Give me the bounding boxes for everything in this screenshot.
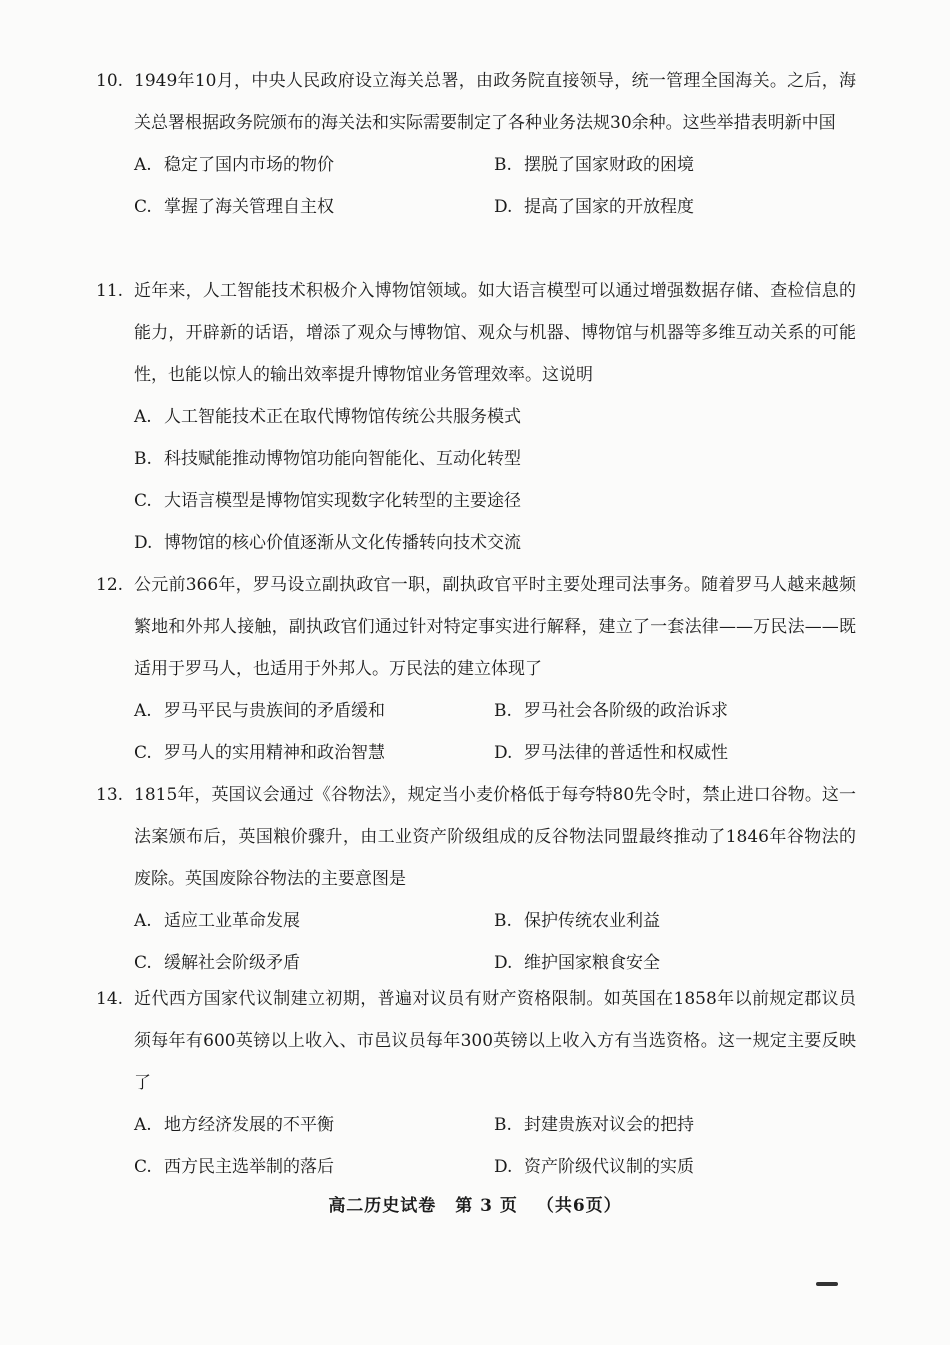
option-b[interactable]: B. 科技赋能推动博物馆功能向智能化、互动化转型 (134, 449, 521, 469)
option-d[interactable]: D. 罗马法律的普适性和权威性 (494, 743, 728, 763)
question-stem (96, 774, 856, 900)
footer-total: （共6页） (536, 1196, 622, 1216)
option-a[interactable]: A. 地方经济发展的不平衡 (134, 1115, 334, 1135)
option-b[interactable]: B. 摆脱了国家财政的困境 (494, 155, 694, 175)
question-10 (96, 60, 856, 228)
question-number: 14. (96, 989, 124, 1009)
option-c[interactable]: C. 西方民主选举制的落后 (134, 1157, 334, 1177)
option-c[interactable]: C. 掌握了海关管理自主权 (134, 197, 334, 217)
options (96, 144, 856, 228)
option-a[interactable]: A. 适应工业革命发展 (134, 911, 300, 931)
question-number: 11. (96, 281, 124, 301)
option-c[interactable]: C. 罗马人的实用精神和政治智慧 (134, 743, 385, 763)
option-b[interactable]: B. 封建贵族对议会的把持 (494, 1115, 694, 1135)
options (96, 690, 856, 774)
question-stem (96, 564, 856, 690)
option-b[interactable]: B. 保护传统农业利益 (494, 911, 660, 931)
question-number: 10. (96, 71, 124, 91)
question-stem (96, 270, 856, 396)
question-12 (96, 564, 856, 774)
option-d[interactable]: D. 资产阶级代议制的实质 (494, 1157, 694, 1177)
question-11 (96, 270, 856, 564)
question-text: 公元前366年，罗马设立副执政官一职，副执政官平时主要处理司法事务。随着罗马人越来越频繁地和外邦人接触，副执政官们通过针对特定事实进行解释，建立了一套法律——万民法——既适用于罗马人，也适用于外邦人。万民法的建立体现了 (134, 575, 856, 679)
question-text: 近代西方国家代议制建立初期，普遍对议员有财产资格限制。如英国在1858年以前规定郡议员须每年有600英镑以上收入、市邑议员每年300英镑以上收入方有当选资格。这一规定主要反映了 (134, 989, 856, 1093)
option-c[interactable]: C. 大语言模型是博物馆实现数字化转型的主要途径 (134, 491, 521, 511)
question-number: 13. (96, 785, 124, 805)
options (96, 396, 856, 564)
footer-page: 第 3 页 (455, 1196, 518, 1216)
question-text: 1815年，英国议会通过《谷物法》，规定当小麦价格低于每夸特80先令时，禁止进口谷物。这一法案颁布后，英国粮价骤升，由工业资产阶级组成的反谷物法同盟最终推动了1846年谷物法的废除。英国废除谷物法的主要意图是 (134, 785, 856, 889)
question-text: 1949年10月，中央人民政府设立海关总署，由政务院直接领导，统一管理全国海关。之后，海关总署根据政务院颁布的海关法和实际需要制定了各种业务法规30余种。这些举措表明新中国 (134, 71, 856, 133)
option-d[interactable]: D. 提高了国家的开放程度 (494, 197, 694, 217)
question-stem (96, 978, 856, 1104)
footer-subject: 高二历史试卷 (328, 1196, 437, 1216)
question-13 (96, 774, 856, 984)
options (96, 1104, 856, 1188)
corner-mark (816, 1282, 838, 1286)
options (96, 900, 856, 984)
question-stem (96, 60, 856, 144)
option-d[interactable]: D. 维护国家粮食安全 (494, 953, 660, 973)
option-d[interactable]: D. 博物馆的核心价值逐渐从文化传播转向技术交流 (134, 533, 521, 553)
page-footer (0, 1191, 950, 1216)
option-b[interactable]: B. 罗马社会各阶级的政治诉求 (494, 701, 728, 721)
option-a[interactable]: A. 稳定了国内市场的物价 (134, 155, 334, 175)
question-number: 12. (96, 575, 124, 595)
option-a[interactable]: A. 人工智能技术正在取代博物馆传统公共服务模式 (134, 407, 521, 427)
question-text: 近年来，人工智能技术积极介入博物馆领域。如大语言模型可以通过增强数据存储、查检信息的能力，开辟新的话语，增添了观众与博物馆、观众与机器、博物馆与机器等多维互动关系的可能性，也能以惊人的输出效率提升博物馆业务管理效率。这说明 (134, 281, 856, 385)
option-c[interactable]: C. 缓解社会阶级矛盾 (134, 953, 300, 973)
question-14 (96, 978, 856, 1188)
option-a[interactable]: A. 罗马平民与贵族间的矛盾缓和 (134, 701, 385, 721)
